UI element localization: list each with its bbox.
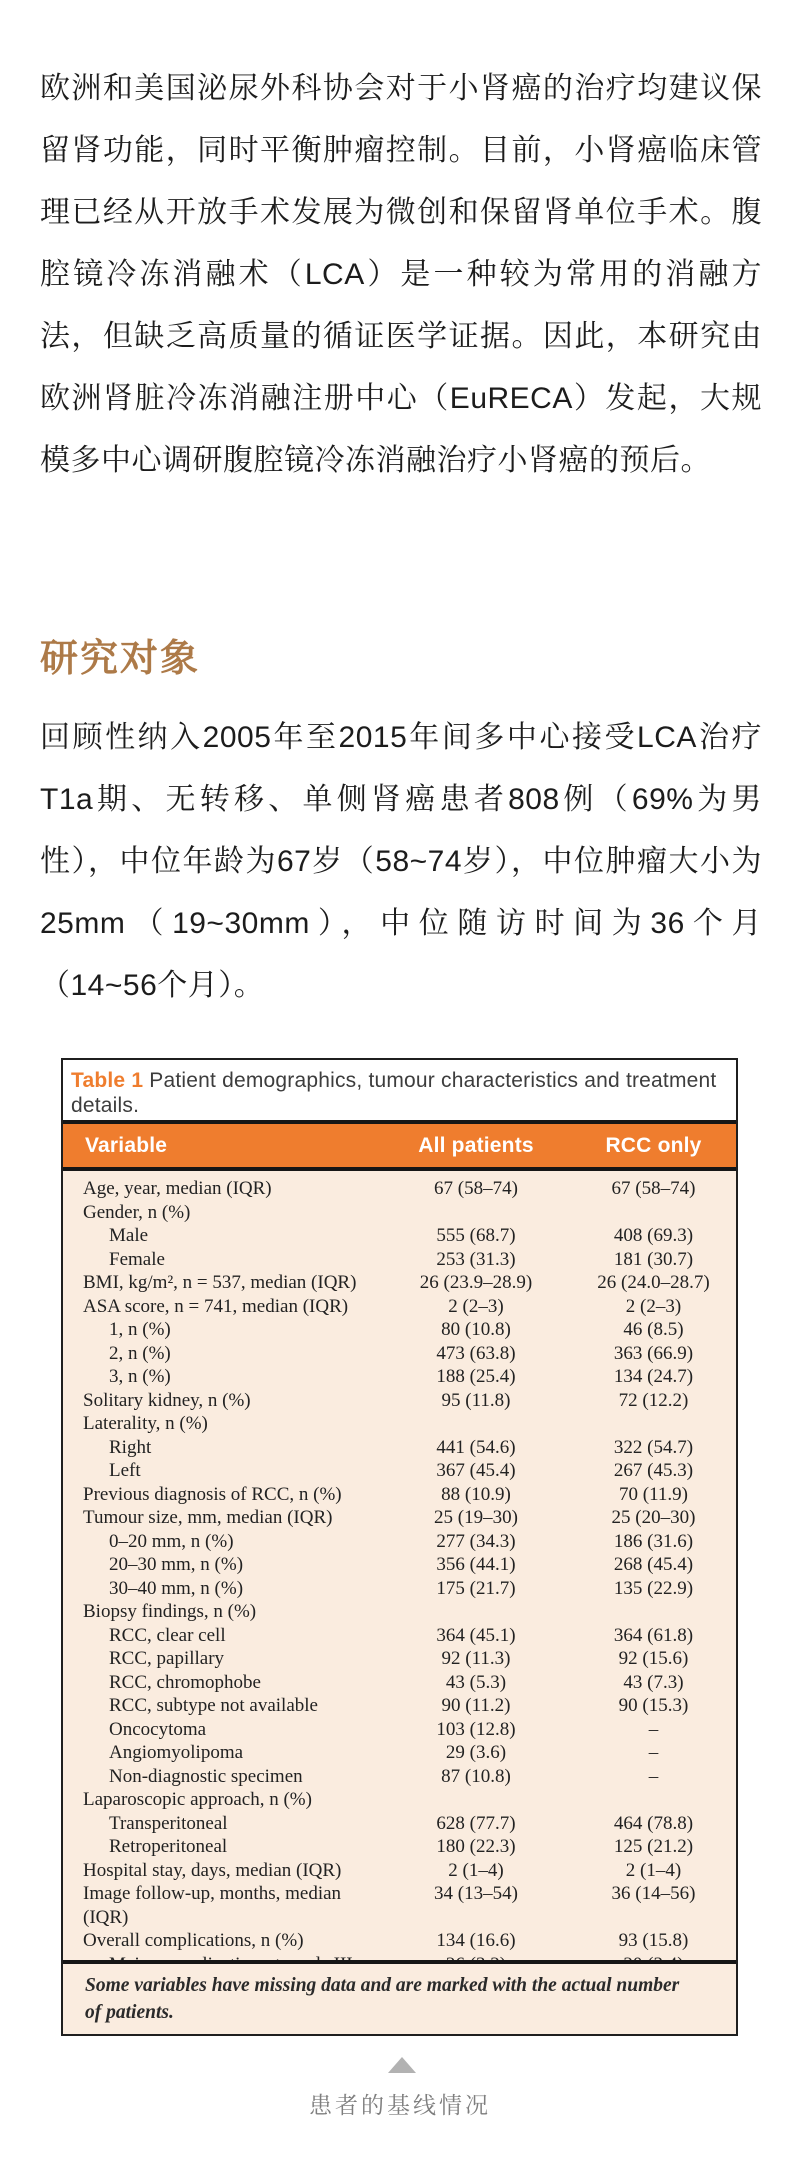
table-cell: Age, year, median (IQR) — [83, 1178, 272, 1199]
table-cell: BMI, kg/m², n = 537, median (IQR) — [83, 1272, 357, 1293]
table-cell: 72 (12.2) — [618, 1389, 689, 1411]
table-header-row — [63, 1120, 736, 1171]
table-cell: 26 (24.0–28.7) — [597, 1272, 710, 1293]
table-cell: Biopsy findings, n (%) — [83, 1601, 257, 1622]
table-row — [63, 1929, 736, 1953]
table-cell: 20–30 mm, n (%) — [109, 1554, 244, 1575]
table-row — [63, 1577, 736, 1601]
table-number-label: Table 1 — [71, 1069, 144, 1092]
table-cell: RCC, clear cell — [109, 1624, 226, 1646]
table-cell: 43 (5.3) — [445, 1671, 507, 1693]
table-cell: Retroperitoneal — [109, 1836, 228, 1857]
table-row — [63, 1671, 736, 1695]
table-cell: 2 (2–3) — [448, 1295, 504, 1317]
table-cell: 3, n (%) — [109, 1366, 171, 1387]
table-cell: 25 (20–30) — [611, 1507, 696, 1528]
table-row — [63, 1318, 736, 1342]
intro-paragraph: 欧洲和美国泌尿外科协会对于小肾癌的治疗均建议保留肾功能，同时平衡肿瘤控制。目前，小肾癌临床管理已经从开放手术发展为微创和保留肾单位手术。腹腔镜冷冻消融术（LCA）是一种较为常用的消融方法，但缺乏高质量的循证医学证据。因此，本研究由欧洲肾脏冷冻消融注册中心（EuRECA）发起，大规模多中心调研腹腔镜冷冻消融治疗小肾癌的预后。 — [40, 72, 762, 477]
table-row — [63, 1859, 736, 1883]
table-cell: 92 (11.3) — [441, 1648, 511, 1669]
table-row — [63, 1248, 736, 1272]
table-cell: 80 (10.8) — [441, 1319, 511, 1340]
table-cell: 267 (45.3) — [613, 1460, 694, 1481]
table-cell: 473 (63.8) — [436, 1342, 516, 1364]
table-row — [63, 1694, 736, 1718]
table-cell: 0–20 mm, n (%) — [109, 1530, 234, 1552]
table-row — [63, 1436, 736, 1460]
table-row — [63, 1600, 736, 1624]
table-row — [63, 1224, 736, 1248]
table-row — [63, 1718, 736, 1742]
table-cell: Female — [109, 1248, 165, 1270]
table-cell: Transperitoneal — [109, 1812, 228, 1834]
table-row — [63, 1201, 736, 1225]
table-cell: Overall complications, n (%) — [83, 1930, 304, 1951]
table-row — [63, 1882, 736, 1929]
table-cell: 186 (31.6) — [613, 1530, 694, 1552]
table-title — [63, 1060, 736, 1120]
table-cell: 88 (10.9) — [441, 1483, 511, 1505]
table-footnote: Some variables have missing data and are marked with the actual number of patients. — [63, 1960, 736, 2034]
table-cell: Angiomyolipoma — [109, 1742, 244, 1763]
table-cell: 125 (21.2) — [613, 1836, 694, 1857]
table-row — [63, 1624, 736, 1648]
table-row — [63, 1389, 736, 1413]
table-row — [63, 1835, 736, 1859]
table-cell: 628 (77.7) — [436, 1812, 516, 1834]
table-row — [63, 1365, 736, 1389]
table-cell: Left — [109, 1460, 141, 1481]
table-row — [63, 1530, 736, 1554]
table-cell: 253 (31.3) — [436, 1248, 516, 1270]
table-row — [63, 1647, 736, 1671]
table-cell: Solitary kidney, n (%) — [83, 1389, 251, 1411]
table-cell: 67 (58–74) — [611, 1178, 696, 1199]
table-cell: 103 (12.8) — [436, 1718, 516, 1740]
table-cell: 367 (45.4) — [436, 1460, 516, 1481]
table-row — [63, 1342, 736, 1366]
table-cell: Laterality, n (%) — [83, 1413, 208, 1434]
table-row — [63, 1506, 736, 1530]
table-cell: – — [648, 1742, 659, 1763]
study-subjects-paragraph: 回顾性纳入2005年至2015年间多中心接受LCA治疗T1a期、无转移、单侧肾癌患者808例（69%为男性），中位年龄为67岁（58~74岁），中位肿瘤大小为25mm（19~30mm），中位随访时间为36个月（14~56个月）。 — [40, 721, 762, 1002]
column-header-rcc-only: RCC only — [605, 1133, 702, 1157]
table-cell: 1, n (%) — [109, 1319, 171, 1340]
section-heading: 研究对象 — [40, 637, 201, 680]
table-cell: 46 (8.5) — [623, 1319, 684, 1340]
table-cell: ASA score, n = 741, median (IQR) — [83, 1295, 349, 1317]
table-cell: 2 (1–4) — [625, 1859, 682, 1881]
table-cell — [571, 1412, 736, 1436]
table-cell: – — [648, 1765, 659, 1787]
table-cell: 464 (78.8) — [613, 1812, 694, 1834]
table-cell: Non-diagnostic specimen — [109, 1765, 303, 1787]
table-cell: 135 (22.9) — [613, 1577, 694, 1599]
table-cell: 363 (66.9) — [613, 1342, 694, 1364]
column-header-variable: Variable — [85, 1133, 168, 1157]
table-cell: 95 (11.8) — [441, 1389, 511, 1411]
table-cell: RCC, papillary — [109, 1648, 225, 1669]
table-row — [63, 1295, 736, 1319]
table-cell — [381, 1788, 571, 1812]
table-cell: Laparoscopic approach, n (%) — [83, 1789, 312, 1810]
table-row — [63, 1812, 736, 1836]
table-row — [63, 1553, 736, 1577]
table-row — [63, 1483, 736, 1507]
table-cell — [571, 1600, 736, 1624]
table-body — [63, 1171, 736, 1960]
table-row — [63, 1412, 736, 1436]
table-cell: 364 (61.8) — [613, 1624, 694, 1646]
table-cell: – — [648, 1718, 659, 1740]
triangle-up-icon — [388, 2057, 416, 2073]
table-cell: 277 (34.3) — [436, 1530, 516, 1552]
table-cell: 34 (13–54) — [434, 1883, 518, 1904]
table-row — [63, 1271, 736, 1295]
column-header-all-patients: All patients — [418, 1133, 534, 1157]
table-cell: 268 (45.4) — [613, 1554, 694, 1575]
table-row — [63, 1788, 736, 1812]
table-cell: Image follow-up, months, median (IQR) — [83, 1883, 342, 1928]
table-cell: 25 (19–30) — [434, 1507, 518, 1528]
table-cell: 67 (58–74) — [434, 1178, 518, 1199]
table-cell: 29 (3.6) — [445, 1742, 507, 1763]
table-cell: 134 (16.6) — [436, 1930, 516, 1951]
table-cell: 408 (69.3) — [613, 1225, 694, 1246]
table-cell — [381, 1412, 571, 1436]
table-cell: 2, n (%) — [109, 1342, 171, 1364]
table-cell: Hospital stay, days, median (IQR) — [83, 1859, 342, 1881]
table-cell: 364 (45.1) — [436, 1624, 516, 1646]
table-cell — [381, 1201, 571, 1225]
table-cell: Gender, n (%) — [83, 1201, 191, 1223]
table-cell: RCC, subtype not available — [109, 1695, 318, 1716]
table-cell: 356 (44.1) — [436, 1554, 516, 1575]
table-cell: 180 (22.3) — [436, 1836, 516, 1857]
table-cell: Tumour size, mm, median (IQR) — [83, 1507, 333, 1528]
table-cell: 43 (7.3) — [623, 1671, 684, 1693]
table-cell: 322 (54.7) — [613, 1436, 694, 1458]
table-cell: Male — [109, 1225, 149, 1246]
table-row — [63, 1459, 736, 1483]
table-cell: RCC, chromophobe — [109, 1671, 261, 1693]
table-cell: 441 (54.6) — [436, 1436, 516, 1458]
table-cell: 555 (68.7) — [436, 1225, 516, 1246]
table-cell: 30–40 mm, n (%) — [109, 1577, 244, 1599]
table-cell: 2 (1–4) — [448, 1859, 504, 1881]
table-cell: 175 (21.7) — [436, 1577, 516, 1599]
table-cell — [381, 1600, 571, 1624]
table-row — [63, 1177, 736, 1201]
table-row — [63, 1741, 736, 1765]
table-cell: 90 (11.2) — [441, 1695, 511, 1716]
table-cell: 93 (15.8) — [618, 1930, 689, 1951]
table-cell: 70 (11.9) — [619, 1483, 688, 1505]
table1-figure — [61, 1058, 738, 2036]
table-cell — [571, 1201, 736, 1225]
table-cell: 181 (30.7) — [613, 1248, 694, 1270]
table-title-text: Patient demographics, tumour characteristics and treatment details. — [71, 1069, 717, 1117]
table-cell: 92 (15.6) — [618, 1648, 689, 1669]
table-cell: Previous diagnosis of RCC, n (%) — [83, 1483, 342, 1505]
table-cell: 87 (10.8) — [441, 1765, 511, 1787]
table-cell: 134 (24.7) — [613, 1366, 694, 1387]
figure-caption: 患者的基线情况 — [309, 2092, 491, 2118]
table-cell: 188 (25.4) — [436, 1366, 516, 1387]
table-cell: 2 (2–3) — [625, 1295, 682, 1317]
table-cell — [571, 1788, 736, 1812]
table-cell: 36 (14–56) — [611, 1883, 696, 1904]
table-cell: 26 (23.9–28.9) — [419, 1272, 533, 1293]
table-cell: Oncocytoma — [109, 1718, 207, 1740]
table-row — [63, 1765, 736, 1789]
table-cell: Right — [109, 1436, 152, 1458]
table-cell: 90 (15.3) — [618, 1695, 689, 1716]
